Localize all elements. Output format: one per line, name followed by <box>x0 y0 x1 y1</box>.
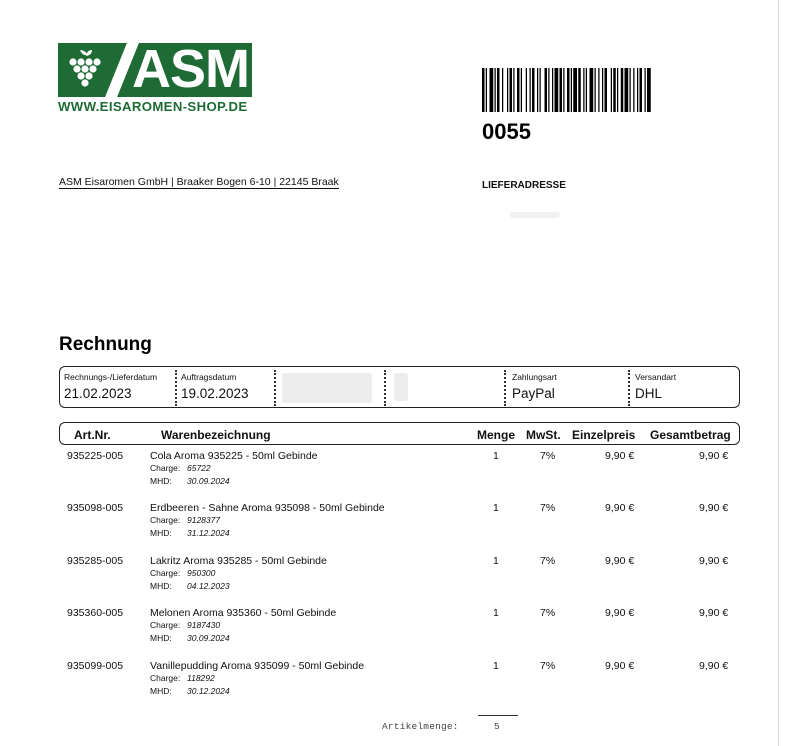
barcode-bar <box>640 68 643 112</box>
barcode-bar <box>598 68 599 112</box>
barcode-bar <box>521 68 522 112</box>
charge-label: Charge: <box>150 620 181 630</box>
shipping-cell <box>631 367 731 407</box>
mhd-label: MHD: <box>150 476 172 486</box>
row-art-nr: 935360-005 <box>67 607 124 619</box>
charge-value: 9187430 <box>187 620 221 630</box>
row-quantity: 1 <box>493 502 499 514</box>
mhd-value: 30.12.2024 <box>187 686 230 696</box>
divider <box>384 370 386 406</box>
payment-value: PayPal <box>512 386 555 401</box>
row-art-nr: 935099-005 <box>67 660 124 672</box>
charge-value: 950300 <box>187 568 216 578</box>
divider <box>628 370 630 406</box>
barcode-bar <box>526 68 527 112</box>
row-unit-price: 9,90 € <box>605 607 635 619</box>
barcode-bar <box>517 68 520 112</box>
row-description: Lakritz Aroma 935285 - 50ml Gebinde <box>150 555 327 567</box>
barcode-bar <box>617 68 618 112</box>
row-vat: 7% <box>540 450 556 462</box>
row-unit-price: 9,90 € <box>605 502 635 514</box>
table-row <box>0 555 791 607</box>
footer-divider <box>478 715 518 716</box>
barcode-bar <box>537 68 538 112</box>
charge-label: Charge: <box>150 673 181 683</box>
barcode-bar <box>510 68 513 112</box>
barcode-bar <box>590 68 594 112</box>
sender-address: ASM Eisaromen GmbH | Braaker Bogen 6-10 | 22145 Braak <box>59 176 339 188</box>
barcode-bar <box>502 68 503 112</box>
barcode-bar <box>602 68 603 112</box>
table-row <box>0 450 791 502</box>
barcode-bar <box>482 68 485 112</box>
barcode-bar <box>507 68 508 112</box>
barcode <box>482 68 708 112</box>
redacted-field <box>282 373 372 403</box>
table-row <box>0 660 791 712</box>
invoice-date-label: Rechnungs-/Lieferdatum <box>64 372 158 382</box>
row-total: 9,90 € <box>699 502 729 514</box>
row-unit-price: 9,90 € <box>605 555 635 567</box>
logo-text: ASM <box>132 39 249 99</box>
redacted-field <box>394 373 408 401</box>
divider <box>504 370 506 406</box>
shipping-label: Versandart <box>635 372 677 382</box>
col-vat: MwSt. <box>526 428 561 442</box>
row-quantity: 1 <box>493 660 499 672</box>
barcode-bar <box>486 68 487 112</box>
charge-value: 118292 <box>187 673 215 683</box>
logo-url: WWW.EISAROMEN-SHOP.DE <box>58 99 248 114</box>
barcode-bar <box>560 68 563 112</box>
company-logo <box>58 39 252 99</box>
redacted-address <box>510 212 560 218</box>
row-vat: 7% <box>540 555 556 567</box>
col-total: Gesamtbetrag <box>650 428 731 442</box>
barcode-bar <box>645 68 646 112</box>
payment-label: Zahlungsart <box>512 372 557 382</box>
barcode-bar <box>625 68 629 112</box>
mhd-label: MHD: <box>150 528 172 538</box>
barcode-bar <box>567 68 570 112</box>
delivery-address-label: LIEFERADRESSE <box>482 180 566 191</box>
row-unit-price: 9,90 € <box>605 450 635 462</box>
barcode-bar <box>530 68 531 112</box>
row-total: 9,90 € <box>699 660 729 672</box>
barcode-bar <box>540 68 541 112</box>
barcode-bar <box>605 68 608 112</box>
invoice-date-value: 21.02.2023 <box>64 386 132 401</box>
row-quantity: 1 <box>493 450 499 462</box>
order-date-value: 19.02.2023 <box>181 386 249 401</box>
barcode-bar <box>647 68 651 112</box>
barcode-bar <box>548 68 549 112</box>
barcode-bar <box>490 68 494 112</box>
row-vat: 7% <box>540 607 556 619</box>
barcode-bar <box>583 68 584 112</box>
row-total: 9,90 € <box>699 450 729 462</box>
mhd-value: 30.09.2024 <box>187 633 230 643</box>
charge-label: Charge: <box>150 515 181 525</box>
mhd-label: MHD: <box>150 633 172 643</box>
row-total: 9,90 € <box>699 555 729 567</box>
charge-label: Charge: <box>150 463 181 473</box>
col-art-nr: Art.Nr. <box>74 428 111 442</box>
row-quantity: 1 <box>493 555 499 567</box>
order-date-label: Auftragsdatum <box>181 372 237 382</box>
barcode-bar <box>613 68 616 112</box>
barcode-bar <box>495 68 496 112</box>
barcode-bar <box>563 68 564 112</box>
row-vat: 7% <box>540 502 556 514</box>
col-unit-price: Einzelpreis <box>572 428 636 442</box>
charge-label: Charge: <box>150 568 181 578</box>
barcode-bar <box>532 68 535 112</box>
row-art-nr: 935098-005 <box>67 502 124 514</box>
items-table-header <box>59 422 740 445</box>
mhd-label: MHD: <box>150 686 172 696</box>
row-vat: 7% <box>540 660 556 672</box>
table-row <box>0 502 791 554</box>
row-description: Vanillepudding Aroma 935099 - 50ml Gebinde <box>150 660 365 672</box>
barcode-bar <box>595 68 596 112</box>
document-number: 0055 <box>482 119 531 144</box>
grapes-icon <box>64 47 110 93</box>
order-date-cell <box>177 367 273 407</box>
item-count-value: 5 <box>494 721 500 732</box>
row-art-nr: 935285-005 <box>67 555 124 567</box>
charge-value: 65722 <box>187 463 211 473</box>
mhd-label: MHD: <box>150 581 172 591</box>
col-quantity: Menge <box>477 428 516 442</box>
barcode-bar <box>586 68 587 112</box>
barcode-bar <box>633 68 634 112</box>
table-row <box>0 607 791 659</box>
barcode-bar <box>578 68 581 112</box>
barcode-bar <box>573 68 577 112</box>
barcode-bar <box>637 68 638 112</box>
barcode-bar <box>611 68 612 112</box>
charge-value: 9128377 <box>187 515 221 525</box>
barcode-bar <box>555 68 559 112</box>
barcode-bar <box>630 68 631 112</box>
col-description: Warenbezeichnung <box>161 428 271 442</box>
barcode-bar <box>621 68 624 112</box>
row-quantity: 1 <box>493 607 499 619</box>
row-description: Melonen Aroma 935360 - 50ml Gebinde <box>150 607 337 619</box>
payment-cell <box>508 367 628 407</box>
divider <box>274 370 276 406</box>
row-description: Erdbeeren - Sahne Aroma 935098 - 50ml Gebinde <box>150 502 385 514</box>
barcode-bar <box>545 68 548 112</box>
mhd-value: 31.12.2024 <box>187 528 230 538</box>
barcode-bar <box>571 68 572 112</box>
document-title: Rechnung <box>59 334 152 355</box>
barcode-bar <box>552 68 553 112</box>
mhd-value: 04.12.2023 <box>187 581 230 591</box>
row-unit-price: 9,90 € <box>605 660 635 672</box>
barcode-bar <box>513 68 514 112</box>
mhd-value: 30.09.2024 <box>187 476 230 486</box>
row-art-nr: 935225-005 <box>67 450 124 462</box>
row-total: 9,90 € <box>699 607 729 619</box>
item-count-label: Artikelmenge: <box>382 721 459 732</box>
row-description: Cola Aroma 935225 - 50ml Gebinde <box>150 450 318 462</box>
barcode-bar <box>497 68 500 112</box>
invoice-date-cell <box>60 367 174 407</box>
shipping-value: DHL <box>635 386 663 401</box>
invoice-info-box <box>59 366 740 408</box>
